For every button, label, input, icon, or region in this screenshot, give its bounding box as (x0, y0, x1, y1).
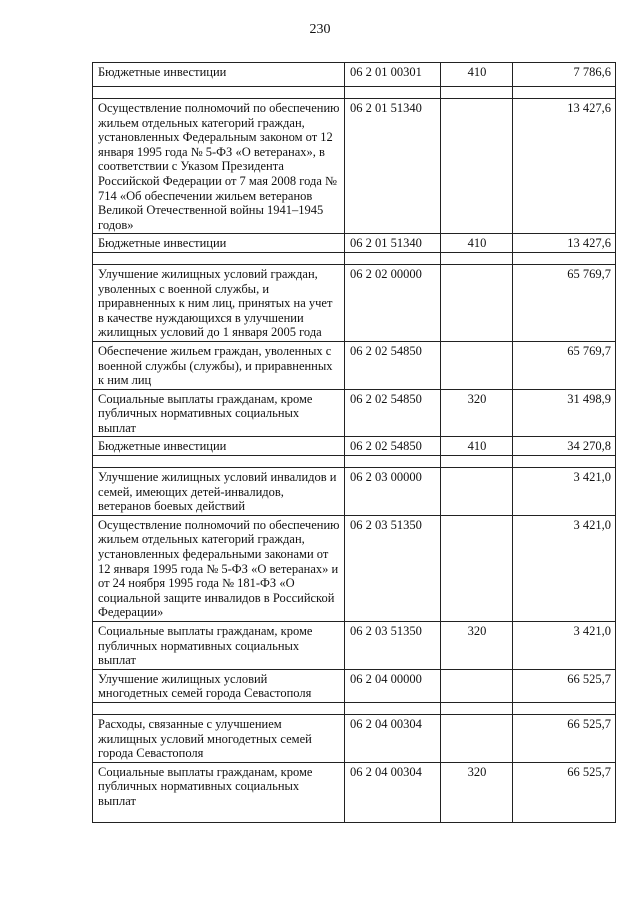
row-sum: 3 421,0 (513, 515, 616, 621)
row-name: Осуществление полномочий по обеспечению жильем отдельных категорий граждан, установленных федеральными законами от 12 января 1995 года № 5-ФЗ «О ветеранах» и от 24 ноября 1995 года № 181-ФЗ «О социальной защите инвалидов в Российской Федерации» (93, 515, 345, 621)
table-row (93, 234, 616, 253)
row-name: Бюджетные инвестиции (93, 234, 345, 253)
row-code: 06 2 03 51350 (345, 622, 441, 670)
row-name: Улучшение жилищных условий граждан, уволенных с военной службы, и приравненных к ним лиц, принятых на учет в качестве нуждающихся в улучшении жилищных условий до 1 января 2005 года (93, 264, 345, 341)
row-sum: 66 525,7 (513, 762, 616, 822)
row-name: Осуществление полномочий по обеспечению жильем отдельных категорий граждан, установленных Федеральным законом от 12 января 1995 года № 5-ФЗ «О ветеранах», в соответствии с Указом Президента Российской Федерации от 7 мая 2008 года № 714 «Об обеспечении жильем ветеранов Великой Отечественной войны 1941–1945 годов» (93, 99, 345, 234)
row-code: 06 2 01 51340 (345, 234, 441, 253)
row-sum: 7 786,6 (513, 63, 616, 87)
row-code: 06 2 04 00304 (345, 762, 441, 822)
row-sum: 13 427,6 (513, 99, 616, 234)
row-sum: 31 498,9 (513, 389, 616, 437)
row-sum: 66 525,7 (513, 714, 616, 762)
row-type: 320 (441, 389, 513, 437)
row-type (441, 468, 513, 516)
row-type (441, 515, 513, 621)
row-code: 06 2 03 00000 (345, 468, 441, 516)
row-sum: 3 421,0 (513, 622, 616, 670)
row-name: Расходы, связанные с улучшением жилищных условий многодетных семей города Севастополя (93, 714, 345, 762)
row-type (441, 341, 513, 389)
row-name: Бюджетные инвестиции (93, 63, 345, 87)
table-row (93, 264, 616, 341)
table-row (93, 669, 616, 702)
budget-table (92, 62, 616, 823)
table-row (93, 99, 616, 234)
row-code: 06 2 04 00000 (345, 669, 441, 702)
row-code: 06 2 01 00301 (345, 63, 441, 87)
row-code: 06 2 03 51350 (345, 515, 441, 621)
table-row (93, 389, 616, 437)
row-type (441, 264, 513, 341)
row-sum: 65 769,7 (513, 264, 616, 341)
table-row (93, 468, 616, 516)
row-name: Социальные выплаты гражданам, кроме публичных нормативных социальных выплат (93, 762, 345, 822)
page-number: 230 (309, 22, 331, 37)
row-code: 06 2 04 00304 (345, 714, 441, 762)
table-row (93, 762, 616, 822)
row-code: 06 2 02 54850 (345, 437, 441, 456)
row-name: Социальные выплаты гражданам, кроме публичных нормативных социальных выплат (93, 622, 345, 670)
row-sum: 3 421,0 (513, 468, 616, 516)
table-row (93, 437, 616, 456)
table-row (93, 515, 616, 621)
row-type: 320 (441, 762, 513, 822)
row-name: Социальные выплаты гражданам, кроме публичных нормативных социальных выплат (93, 389, 345, 437)
row-sum: 66 525,7 (513, 669, 616, 702)
row-code: 06 2 01 51340 (345, 99, 441, 234)
row-sum: 13 427,6 (513, 234, 616, 253)
row-name: Обеспечение жильем граждан, уволенных с военной службы (службы), и приравненных к ним лиц (93, 341, 345, 389)
row-name: Улучшение жилищных условий многодетных семей города Севастополя (93, 669, 345, 702)
row-type (441, 714, 513, 762)
row-name: Улучшение жилищных условий инвалидов и семей, имеющих детей-инвалидов, ветеранов боевых действий (93, 468, 345, 516)
row-code: 06 2 02 54850 (345, 341, 441, 389)
table-row (93, 341, 616, 389)
row-type (441, 669, 513, 702)
row-type (441, 99, 513, 234)
row-type: 320 (441, 622, 513, 670)
row-code: 06 2 02 00000 (345, 264, 441, 341)
row-code: 06 2 02 54850 (345, 389, 441, 437)
table-row (93, 622, 616, 670)
row-sum: 65 769,7 (513, 341, 616, 389)
row-name: Бюджетные инвестиции (93, 437, 345, 456)
row-type: 410 (441, 63, 513, 87)
row-type: 410 (441, 234, 513, 253)
row-sum: 34 270,8 (513, 437, 616, 456)
table-row (93, 63, 616, 87)
table-row (93, 714, 616, 762)
row-type: 410 (441, 437, 513, 456)
